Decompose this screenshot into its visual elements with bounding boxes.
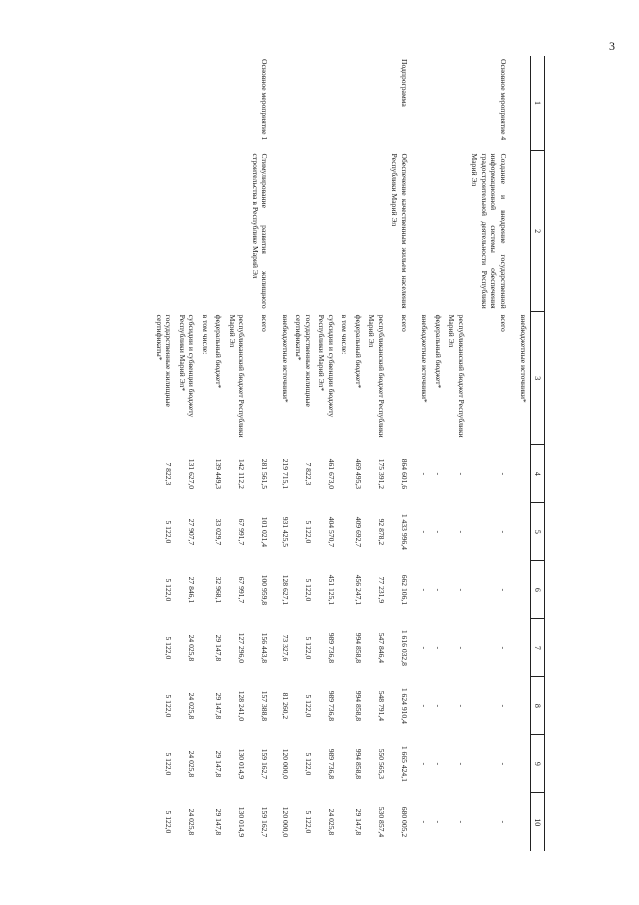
value-cell: - [498, 588, 508, 592]
value-cell [338, 793, 351, 851]
value-cell: 404 570,7 [326, 516, 336, 548]
funding-source-cell: республиканский бюджет Республики Марий Эл [447, 314, 466, 438]
event-name-cell [278, 151, 291, 312]
event-type-cell [292, 56, 315, 151]
event-name-cell [175, 151, 198, 312]
value-cell [338, 445, 351, 503]
event-type-cell: Подпрограмма [399, 59, 409, 107]
event-type-cell [225, 56, 248, 151]
table-row [292, 56, 315, 851]
value-cell: 5 122,0 [303, 520, 313, 544]
value-cell: - [420, 530, 430, 534]
header-cell: 5 [531, 503, 545, 561]
value-cell: 994 858,8 [353, 632, 363, 664]
funding-source-cell: государственные жилищные сертификаты* [154, 314, 174, 407]
table-row [225, 56, 248, 851]
table-row [388, 56, 418, 851]
value-cell: 1 624 910,4 [399, 687, 409, 724]
budget-table [152, 56, 545, 851]
funding-source-cell: федеральный бюджет* [433, 314, 443, 389]
value-cell: 142 112,2 [237, 458, 247, 489]
table-row [338, 56, 351, 851]
funding-source-cell: субсидии и субвенции бюджету Республики Марий Эл* [177, 314, 197, 418]
event-name-cell [418, 151, 431, 312]
event-type-cell [351, 56, 364, 151]
event-type-cell [198, 56, 211, 151]
value-cell: 5 122,0 [303, 636, 313, 660]
value-cell: 662 106,1 [399, 574, 409, 606]
value-cell: - [456, 762, 466, 766]
event-name-cell [431, 151, 444, 312]
value-cell: - [456, 588, 466, 592]
event-name-cell [445, 151, 468, 312]
value-cell: 29 147,8 [214, 750, 224, 778]
table-header-row [531, 56, 545, 851]
event-type-cell: Основное мероприятие 4 [498, 59, 508, 141]
value-cell: 127 296,0 [237, 632, 247, 664]
value-cell: 7 822,3 [303, 462, 313, 486]
value-cell: 7 822,3 [164, 462, 174, 486]
value-cell: 24 025,8 [187, 808, 197, 836]
funding-source-cell: внебюджетные источники* [280, 314, 290, 403]
value-cell: - [420, 762, 430, 766]
event-name-cell [517, 151, 531, 312]
value-cell: - [498, 704, 508, 708]
header-cell: 9 [531, 735, 545, 793]
table-row [315, 56, 338, 851]
value-cell: 128 627,1 [280, 574, 290, 606]
value-cell: 130 014,9 [237, 806, 247, 838]
table-row [468, 56, 517, 851]
table-row [445, 56, 468, 851]
value-cell: 101 021,4 [260, 516, 270, 548]
event-name-cell: Стимулирование развития жилищного строительства в Республике Марий Эл [250, 153, 270, 309]
value-cell: 5 122,0 [164, 578, 174, 602]
page-number: 3 [609, 39, 615, 53]
value-cell: 5 122,0 [164, 520, 174, 544]
value-cell: 73 327,6 [280, 634, 290, 662]
value-cell: 100 959,8 [260, 574, 270, 606]
funding-source-cell: республиканский бюджет Республики Марий Эл [227, 314, 247, 438]
table-rotation-wrapper [95, 56, 545, 851]
value-cell: - [420, 646, 430, 650]
value-cell: 5 122,0 [164, 810, 174, 834]
event-type-cell [517, 56, 531, 151]
value-cell: 994 858,8 [353, 748, 363, 780]
value-cell: 989 736,8 [326, 632, 336, 664]
value-cell: 120 000,0 [280, 806, 290, 838]
value-cell [338, 677, 351, 735]
event-name-cell [365, 151, 388, 312]
value-cell: - [420, 472, 430, 476]
value-cell [517, 619, 531, 677]
event-name-cell: Обеспечение качественным жильем населения Республики Марий Эл [390, 153, 409, 309]
event-name-cell [152, 151, 175, 312]
value-cell: 5 122,0 [303, 578, 313, 602]
event-name-cell [198, 151, 211, 312]
table-row [278, 56, 291, 851]
value-cell: 175 391,2 [376, 458, 386, 490]
value-cell: 548 791,4 [376, 690, 386, 722]
value-cell: - [456, 472, 466, 476]
value-cell: 27 846,1 [187, 576, 197, 604]
value-cell: 24 025,8 [326, 808, 336, 836]
value-cell: 81 260,2 [280, 692, 290, 720]
value-cell: - [420, 588, 430, 592]
funding-source-cell: федеральный бюджет* [353, 314, 363, 389]
funding-source-cell: федеральный бюджет* [214, 314, 224, 389]
value-cell: 547 846,4 [376, 632, 386, 664]
value-cell [198, 677, 211, 735]
value-cell [198, 561, 211, 619]
value-cell: - [433, 762, 443, 766]
value-cell [198, 793, 211, 851]
value-cell: - [498, 472, 508, 476]
table-row [212, 56, 225, 851]
event-type-cell [445, 56, 468, 151]
table-row [351, 56, 364, 851]
value-cell: 67 991,7 [237, 576, 247, 604]
value-cell: 409 692,7 [353, 516, 363, 548]
value-cell: 994 858,8 [353, 690, 363, 722]
value-cell: 1 665 424,1 [399, 745, 409, 782]
value-cell: 33 029,7 [214, 518, 224, 546]
event-type-cell [278, 56, 291, 151]
value-cell: 1 433 996,4 [399, 513, 409, 550]
funding-source-cell: субсидии и субвенции бюджету Республики Марий Эл* [317, 314, 336, 418]
header-cell: 10 [531, 793, 545, 851]
event-name-cell [225, 151, 248, 312]
value-cell: - [498, 646, 508, 650]
table-row [365, 56, 388, 851]
header-cell: 1 [531, 56, 545, 151]
value-cell: 92 878,2 [376, 518, 386, 546]
event-name-cell [212, 151, 225, 312]
header-cell: 2 [531, 151, 545, 312]
value-cell: 456 247,1 [353, 574, 363, 606]
value-cell: 219 715,1 [280, 458, 290, 490]
value-cell [338, 619, 351, 677]
value-cell: 24 025,8 [187, 634, 197, 662]
value-cell: - [456, 820, 466, 824]
event-name-cell [351, 151, 364, 312]
value-cell: 159 162,7 [260, 748, 270, 780]
table-row [418, 56, 431, 851]
funding-source-cell: в том числе: [200, 314, 210, 355]
value-cell: 550 565,3 [376, 748, 386, 780]
event-name-cell [292, 151, 315, 312]
event-name-cell [338, 151, 351, 312]
funding-source-cell: в том числе: [340, 314, 350, 355]
table-body [152, 56, 530, 851]
value-cell: 5 122,0 [164, 636, 174, 660]
value-cell: - [433, 820, 443, 824]
funding-source-cell: республиканский бюджет Республики Марий Эл [367, 314, 386, 438]
header-cell: 8 [531, 677, 545, 735]
value-cell [198, 735, 211, 793]
value-cell: 29 147,8 [214, 634, 224, 662]
value-cell: 139 449,3 [214, 458, 224, 490]
funding-source-cell: внебюджетные источники* [519, 314, 528, 403]
value-cell [517, 735, 531, 793]
value-cell: 131 627,0 [187, 458, 197, 490]
table-row [152, 56, 175, 851]
table-row [175, 56, 198, 851]
value-cell: 5 122,0 [164, 694, 174, 718]
value-cell: - [498, 762, 508, 766]
value-cell: 130 014,9 [237, 748, 247, 780]
header-cell: 7 [531, 619, 545, 677]
value-cell: 159 162,7 [260, 806, 270, 838]
value-cell: 680 005,2 [399, 806, 409, 838]
event-type-cell [338, 56, 351, 151]
value-cell: 989 736,8 [326, 690, 336, 722]
value-cell [517, 561, 531, 619]
value-cell: 67 991,7 [237, 518, 247, 546]
value-cell: 77 231,9 [376, 576, 386, 604]
value-cell [198, 503, 211, 561]
event-name-cell: Создание и внедрение государственной информационной системы обеспечения градостроительной деятельности Республики Марий Эл [470, 153, 508, 309]
table-row [431, 56, 444, 851]
value-cell: 128 241,0 [237, 690, 247, 722]
value-cell: - [456, 704, 466, 708]
value-cell: 120 000,0 [280, 748, 290, 780]
value-cell: - [498, 820, 508, 824]
rotated-table-frame [95, 56, 545, 851]
value-cell [517, 445, 531, 503]
event-type-cell [152, 56, 175, 151]
event-type-cell [315, 56, 338, 151]
value-cell [517, 503, 531, 561]
funding-source-cell: всего [498, 314, 508, 332]
value-cell [338, 561, 351, 619]
event-type-cell [365, 56, 388, 151]
value-cell: - [433, 704, 443, 708]
value-cell [338, 503, 351, 561]
header-cell: 6 [531, 561, 545, 619]
value-cell: 156 443,8 [260, 632, 270, 664]
value-cell: - [433, 588, 443, 592]
value-cell: 5 122,0 [303, 752, 313, 776]
funding-source-cell: всего [399, 314, 409, 332]
value-cell: 864 601,6 [399, 458, 409, 490]
value-cell [198, 445, 211, 503]
value-cell: 32 968,1 [214, 576, 224, 604]
value-cell: 24 025,8 [187, 692, 197, 720]
event-type-cell [175, 56, 198, 151]
event-name-cell [315, 151, 338, 312]
value-cell [338, 735, 351, 793]
value-cell: - [420, 704, 430, 708]
value-cell: - [420, 820, 430, 824]
value-cell: - [498, 530, 508, 534]
event-type-cell [418, 56, 431, 151]
value-cell: 24 025,8 [187, 750, 197, 778]
value-cell [517, 677, 531, 735]
table-row [198, 56, 211, 851]
value-cell: - [433, 530, 443, 534]
event-type-cell [212, 56, 225, 151]
value-cell: 27 907,7 [187, 518, 197, 546]
value-cell: - [433, 646, 443, 650]
value-cell: 530 857,4 [376, 806, 386, 838]
value-cell: 469 495,3 [353, 458, 363, 490]
value-cell: 5 122,0 [164, 752, 174, 776]
value-cell: 157 388,8 [260, 690, 270, 722]
value-cell: 989 736,8 [326, 748, 336, 780]
funding-source-cell: государственные жилищные сертификаты* [294, 314, 313, 407]
funding-source-cell: внебюджетные источники* [420, 314, 430, 403]
value-cell: 461 673,0 [326, 458, 336, 490]
funding-source-cell: всего [260, 314, 270, 332]
value-cell: - [456, 646, 466, 650]
value-cell: 5 122,0 [303, 694, 313, 718]
value-cell: - [433, 472, 443, 476]
table-row [517, 56, 531, 851]
value-cell: 29 147,8 [214, 692, 224, 720]
value-cell: 29 147,8 [353, 808, 363, 836]
value-cell: 931 425,5 [280, 516, 290, 548]
value-cell [517, 793, 531, 851]
value-cell: 281 561,5 [260, 458, 270, 490]
event-type-cell [431, 56, 444, 151]
value-cell: 451 125,1 [326, 574, 336, 606]
header-cell: 3 [531, 312, 545, 445]
value-cell [198, 619, 211, 677]
value-cell: 29 147,8 [214, 808, 224, 836]
header-cell: 4 [531, 445, 545, 503]
value-cell: - [456, 530, 466, 534]
table-row [248, 56, 278, 851]
value-cell: 5 122,0 [303, 810, 313, 834]
event-type-cell: Основное мероприятие 1 [260, 59, 270, 141]
value-cell: 1 616 032,8 [399, 629, 409, 666]
